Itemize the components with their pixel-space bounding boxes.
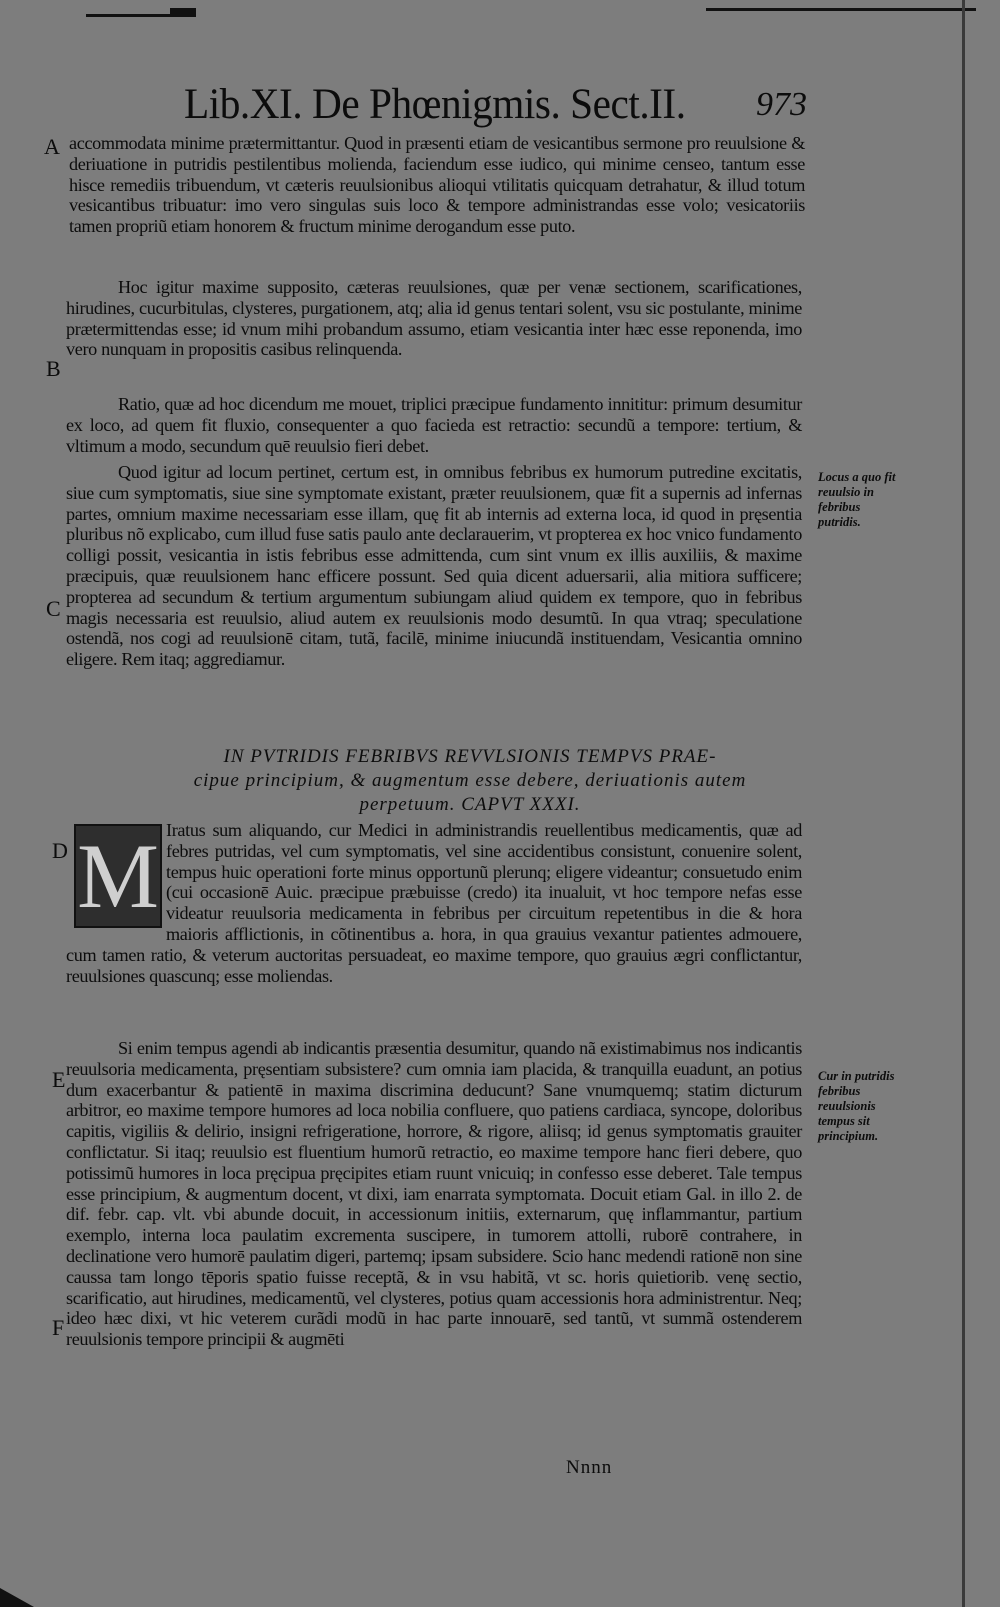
initial-float — [66, 820, 166, 924]
margin-letter-f: F — [52, 1315, 65, 1340]
margin-letter-b: B — [46, 356, 61, 381]
scan-edge-mark-right — [706, 8, 976, 11]
paragraph-4: Quod igitur ad locum pertinet, certum est, in omnibus febribus ex humorum putredine excitatis, siue cum symptomatis, siue sine symptomate existant, præter reuulsionem, quæ fit a supernis ad infernas partes, omnium maxime necessariam esse illam, quę fit ab internis ad externa loca, id quod in pręsentia pluribus nõ explicabo, cum illud fuse satis paulo ante declarauerim, vt propterea ex hoc vnico fundamento colligi possit, vesicantia in istis febribus esse admittenda, cum sint vnum ex illis auxiliis, & maxime præcipuis, quæ reuulsionem hanc efficere possunt. Sed quia dicent aduersarii, alia mitiora sufficere; propterea ad secundum & tertium argumentum subiungam aliud quidem ex tempore, quo in febribus magis necessaria est reuulsio, aliud autem ex reuulsionis modo desumtũ. In qua vtraq; speculatione ostendã, nos cogi ad reuulsionē citam, tutã, facilē, minime iniucundã instituendam, Vesicantia omnino eligere. Rem itaq; aggrediamur. — [66, 462, 802, 670]
chapter-heading-line-3: perpetuum. CAPVT XXXI. — [359, 794, 581, 815]
page-edge-shadow — [962, 0, 965, 1607]
page-number: 973 — [756, 86, 807, 123]
signature-mark: Nnnn — [566, 1457, 613, 1478]
margin-letter-d: D — [52, 838, 68, 863]
scan-corner-mark — [0, 1588, 34, 1607]
paragraph-2: Hoc igitur maxime supposito, cæteras reuulsiones, quæ per venæ sectionem, scarificationes, hirudines, cucurbitulas, clysteres, purgationem, atq; alia id genus tentari solent, vsu sic postulante, minime prætermittendas esse; id vnum mihi probandum assumo, etiam vesicantia inter hæc esse reponenda, imo vero nunquam in propositis casibus relinquenda. — [66, 277, 802, 360]
margin-letter-a: A — [44, 134, 60, 159]
chapter-heading-line-1: IN PVTRIDIS FEBRIBVS REVVLSIONIS TEMPVS PRAE- — [223, 746, 717, 767]
chapter-paragraph: Iratus sum aliquando, cur Medici in administrandis reuellentibus medicamentis, quæ ad febres putridas, vel cum symptomatis, vel sine accidentibus consistunt, conuenire solent, tempus huic operationi forte minus opportunũ plerunq; eligere videantur; consuetudo enim (cui occasionē Auic. præcipue præbuisse (credo) ita inualuit, vt hoc tempore nefas esse videatur reuulsoria medicamenta in febribus per circuitum repetentibus in die & hora maioris afflictionis, in cõtinentibus a. hora, in qua grauius vexantur patientes admouere, cum tamen ratio, & veterum auctoritas persuadeat, eo maxime tempore, quo grauius ægri conflictantur, reuulsiones quascunq; esse moliendas. — [66, 820, 802, 986]
paragraph-1: accommodata minime prætermittantur. Quod in præsenti etiam de vesicantibus sermone pro reuulsione & deriuatione in putridis pestilentibus molienda, faciendum esse iudico, qui minime censeo, tantum esse hisce remediis tribuendum, vt cæteris reuulsionibus alioqui vtilitatis quicquam detrahatur, & illud totum vesicantibus tribuatur: imo vero singulas suis loco & tempore administrandas esse volo; vesicatoriis tamen propriũ etiam honorem & fructum minime derogandum esse puto. — [69, 133, 805, 237]
margin-letter-c: C — [46, 596, 61, 621]
side-note-locus: Locus a quo fit reuulsio in febribus putridis. — [818, 470, 896, 529]
margin-letter-e: E — [52, 1067, 66, 1092]
scan-edge-mark-left — [86, 14, 196, 17]
running-head: Lib.XI. De Phœnigmis. Sect.II. — [184, 81, 686, 128]
decorated-initial: M — [74, 824, 162, 928]
paragraph-3: Ratio, quæ ad hoc dicendum me mouet, triplici præcipue fundamento innititur: primum desumitur ex loco, ad quem fit fluxio, consequenter a quo facieda est retractio: secundũ a tempore: tertium, & vltimum a modo, secundum quē reuulsio fieri debet. — [66, 394, 802, 456]
side-note-tempus: Cur in putridis febribus reuulsionis tempus sit principium. — [818, 1069, 895, 1143]
paragraph-5: Si enim tempus agendi ab indicantis præsentia desumitur, quando nã existimabimus nos indicantis reuulsoria medicamenta, pręsentiam subsistere? cum omnia iam placida, & tranquilla euadunt, an potius dum exacerbantur & patientē in maxima discrimina deducunt? Sane vnumquemq; statim dicturum arbitror, eo maxime tempore humores ad loca nobilia confluere, quo patiens cardiaca, syncope, doloribus capitis, vigiliis & delirio, insigni refrigeratione, horrore, & rigore, aliisq; id genus symptomatis grauiter conflictatur. Si itaq; reuulsio est fluentium humorũ retractio, eo maxime tempore hanc fieri debere, quo potissimũ humores in loca pręcipua pręcipites etiam ruunt vnicuiq; in confesso esse deberet. Tale tempus esse principium, & augmentum docent, vt dixi, iam enarrata symptomata. Docuit etiam Gal. in illo 2. de dif. febr. cap. vlt. vbi abunde docuit, in accessionum initiis, externarum, quę inflammantur, partium exemplo, interna loca paulatim excrementa suscipere, in tumorem attolli, ruborē contrahere, in declinatione vero humorē paulatim digeri, partemq; ipsam subsidere. Scio hanc medendi rationē non sine caussa tam longo tēporis spatio fuisse receptã, & in vsu habitã, vt sc. horis quietiorib. venę sectio, scarificatio, aut hirudines, medicamentũ, vel clysteres, potius quam accessionis hora administrentur. Neq; ideo hæc dixi, vt hic veterem curãdi modũ in hac parte innouarē, sed tantũ, vt summã ostenderem reuulsionis tempore principii & augmēti — [66, 1038, 802, 1350]
chapter-heading-line-2: cipue principium, & augmentum esse debere, deriuationis autem — [193, 770, 747, 791]
